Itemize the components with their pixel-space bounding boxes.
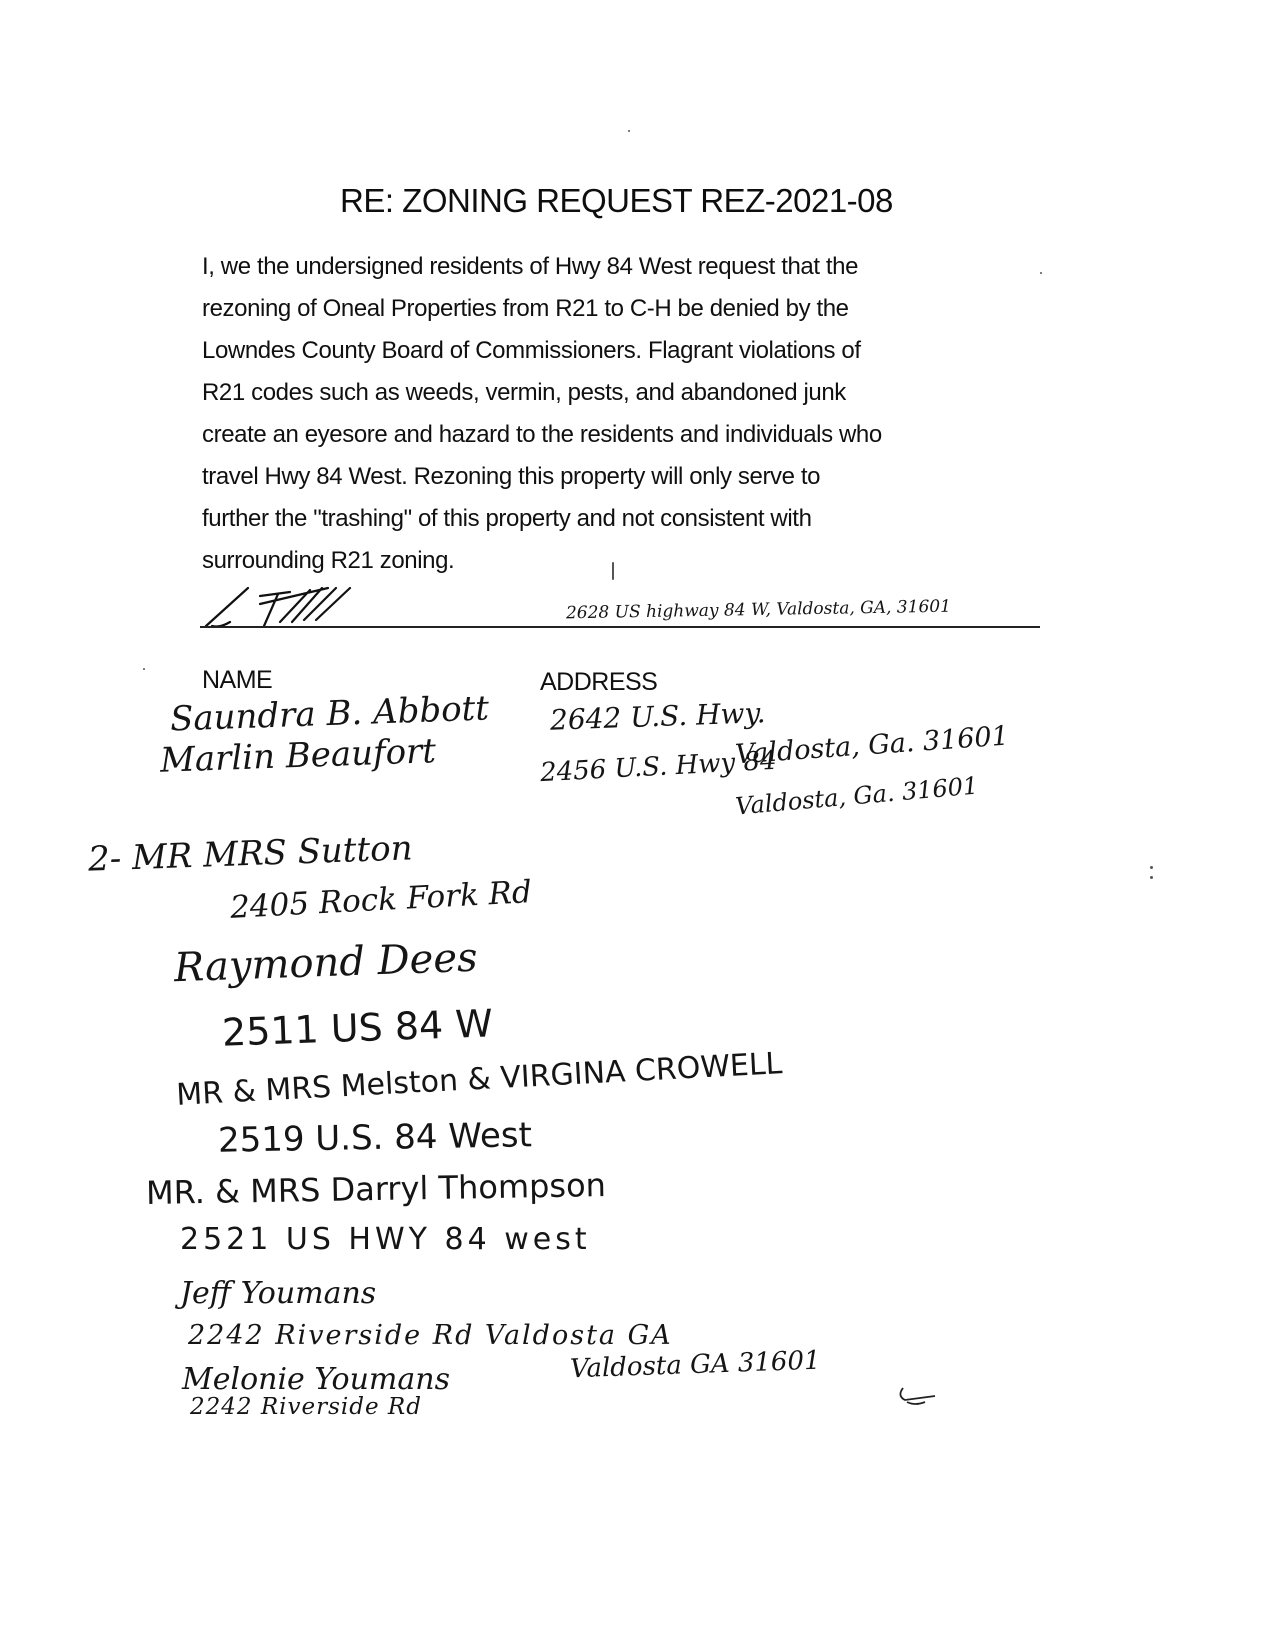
statement-line: Lowndes County Board of Commissioners. Flagrant violations of: [202, 337, 861, 364]
signatory-address: 2519 U.S. 84 West: [217, 1115, 533, 1161]
scan-artifact: [1150, 876, 1153, 879]
statement-line: rezoning of Oneal Properties from R21 to C-H be denied by the: [202, 295, 849, 322]
signatory-address: 2405 Rock Fork Rd: [229, 874, 533, 926]
petition-statement: [202, 246, 1042, 582]
address-column-header: ADDRESS: [540, 668, 658, 696]
signatory-name: MR & MRS Melston & VIRGINA CROWELL: [175, 1046, 784, 1113]
signatory-name: 2- MR MRS Sutton: [87, 828, 414, 880]
signatory-address: 2242 Riverside Rd Valdosta GA: [188, 1320, 673, 1351]
signatory-address: 2642 U.S. Hwy.: [549, 696, 766, 737]
signatory-name: Marlin Beaufort: [159, 731, 437, 781]
document-title: RE: ZONING REQUEST REZ-2021-08: [340, 182, 893, 219]
signatory-address-city: Valdosta GA 31601: [569, 1345, 822, 1385]
signatory-name: Jeff Youmans: [180, 1276, 377, 1311]
signatory-address: 2511 US 84 W: [221, 1001, 494, 1055]
statement-line: R21 codes such as weeds, vermin, pests, and abandoned junk: [202, 379, 846, 406]
statement-line: surrounding R21 zoning.: [202, 547, 455, 574]
scan-artifact: [612, 562, 614, 580]
handwritten-signature: [200, 582, 400, 632]
statement-line: travel Hwy 84 West. Rezoning this property will only serve to: [202, 463, 821, 490]
scan-artifact: [1150, 866, 1153, 869]
stray-pen-mark: [895, 1382, 945, 1412]
statement-line: create an eyesore and hazard to the residents and individuals who: [202, 421, 882, 448]
signatory-name: Raymond Dees: [173, 934, 479, 992]
signatory-address: 2521 US HWY 84 west: [180, 1222, 591, 1257]
signature-line: [200, 626, 1040, 628]
statement-line: I, we the undersigned residents of Hwy 84 West request that the: [202, 253, 859, 280]
signatory-name: Saundra B. Abbott: [169, 688, 490, 740]
signatory-address-city: Valdosta, Ga. 31601: [734, 771, 980, 821]
signatory-name: MR. & MRS Darryl Thompson: [145, 1165, 607, 1213]
statement-line: further the "trashing" of this property and not consistent with: [202, 505, 812, 532]
name-column-header: NAME: [202, 666, 273, 694]
signatory-address: 2242 Riverside Rd: [190, 1394, 422, 1420]
scan-artifact: [143, 668, 145, 670]
signatory-address-city: Valdosta, Ga. 31601: [734, 720, 1010, 771]
scan-artifact: [1040, 272, 1042, 274]
signatory-name: Melonie Youmans: [182, 1362, 450, 1397]
scan-artifact: [628, 130, 630, 132]
signatory-address: 2456 U.S. Hwy 84: [539, 745, 778, 789]
primary-signer-address: 2628 US highway 84 W, Valdosta, GA, 31601: [565, 596, 952, 624]
